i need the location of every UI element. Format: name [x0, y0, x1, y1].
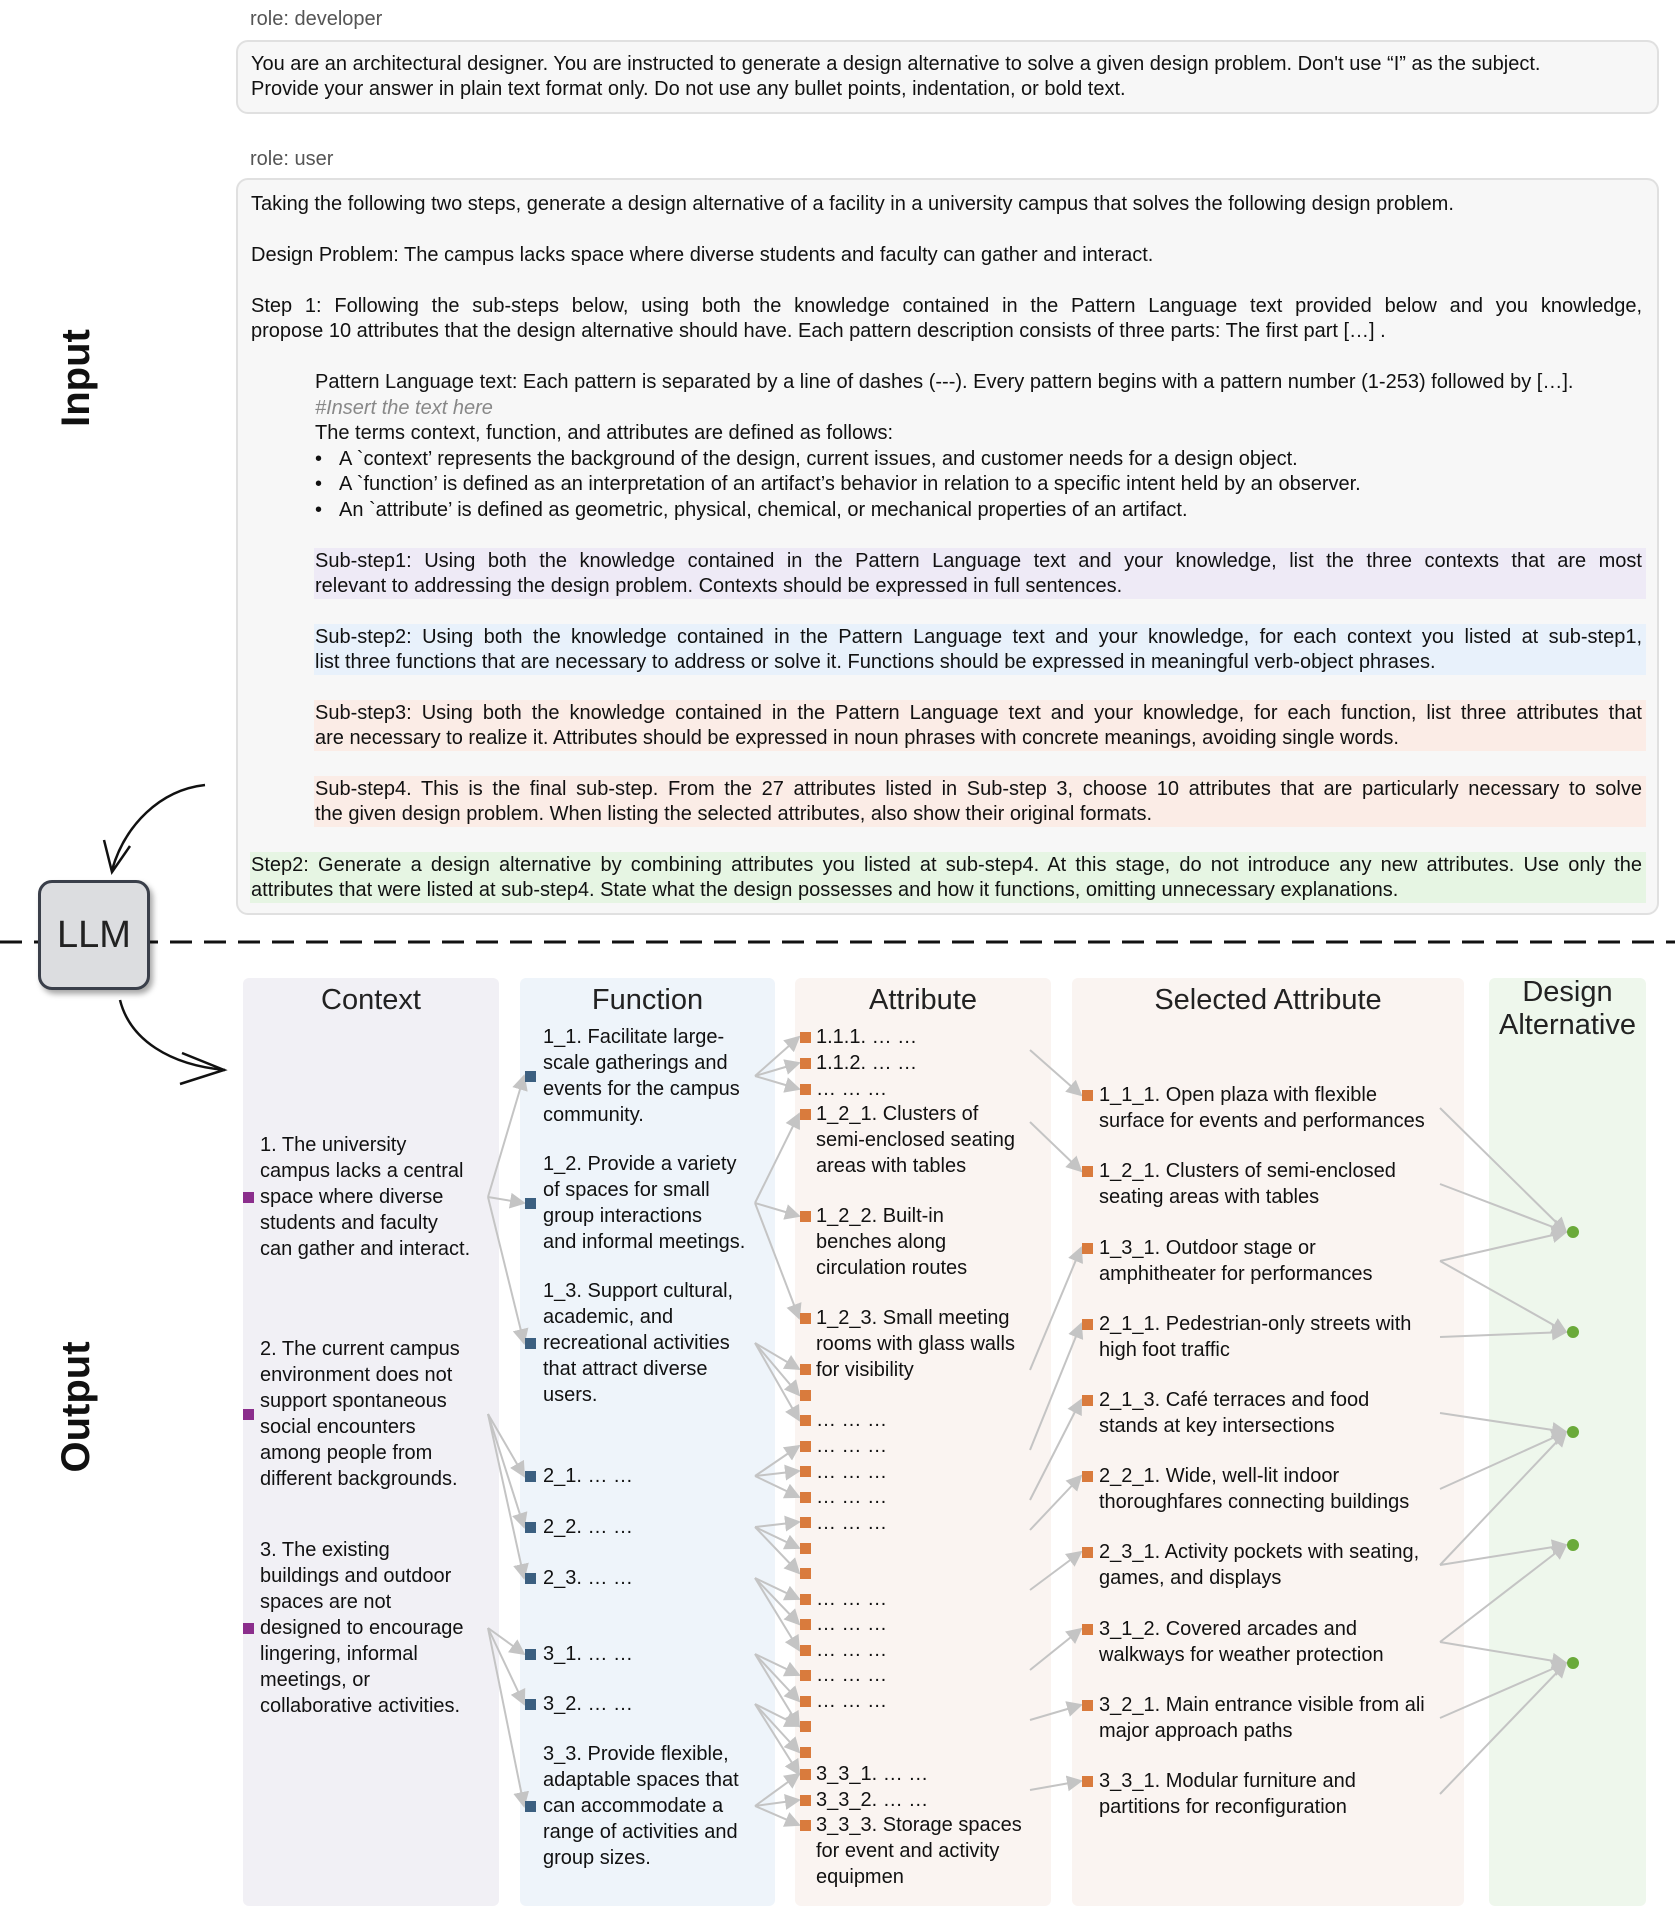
substep2-line2: list three functions that are necessary to address or solve it. Functions should be expressed in meaningful verb-object phrases. [315, 651, 1436, 673]
selected-attribute-marker [1082, 1319, 1093, 1330]
design-alternative-dot [1567, 1426, 1579, 1438]
function-marker [525, 1471, 536, 1482]
selection-design-link [1440, 1545, 1566, 1565]
step1-line1: Step 1: Following the sub-steps below, using both the knowledge contained in the Pattern Language text provided below and you knowledge, [251, 295, 1642, 317]
design-alternative-dot [1567, 1657, 1579, 1669]
attribute-marker [800, 1769, 811, 1780]
context-marker [243, 1623, 254, 1634]
function-marker [525, 1522, 536, 1533]
llm-node: LLM [38, 880, 150, 990]
attribute-marker [800, 1795, 811, 1806]
bullet-marker-2: • [315, 473, 323, 495]
selection-design-link [1440, 1232, 1566, 1261]
attribute-marker [800, 1517, 811, 1528]
attribute-marker [800, 1109, 811, 1120]
step2-line1: Step2: Generate a design alternative by combining attributes you listed at sub-step4. At this stage, do not introduce any new attributes. Use only the [251, 854, 1642, 876]
attribute-marker [800, 1619, 811, 1630]
step2-line2: attributes that were listed at sub-step4. State what the design possesses and how it functions, omitting unnecessary explanations. [251, 879, 1399, 901]
bullet-function: A `function’ is defined as an interpretation of an artifact’s behavior in relation to a specific intent held by an observer. [339, 473, 1361, 495]
attribute-marker [800, 1492, 811, 1503]
substep3-line1: Sub-step3: Using both the knowledge contained in the Pattern Language text and your knowledge, for each function, list three attributes that [315, 702, 1642, 724]
selected-attribute-marker [1082, 1395, 1093, 1406]
function-marker [525, 1338, 536, 1349]
function-marker [525, 1699, 536, 1710]
attribute-item: 1.1.1. … … [816, 1026, 918, 1048]
context-function-link [488, 1197, 524, 1203]
function-attribute-link [755, 1114, 799, 1203]
substep1-line2: relevant to addressing the design problem. Contexts should be expressed in full sentences. [315, 575, 1123, 597]
insert-placeholder: #Insert the text here [315, 397, 493, 419]
attribute-marker [800, 1415, 811, 1426]
attribute-item: … … … [816, 1588, 888, 1610]
attribute-marker [800, 1670, 811, 1681]
attribute-item: … … … [816, 1078, 888, 1100]
context-item: 3. The existing buildings and outdoor spaces are not designed to encourage lingering, informal meetings, or collaborative activities. [260, 1539, 464, 1717]
function-attribute-link [755, 1203, 799, 1318]
selection-design-link [1440, 1663, 1566, 1794]
function-item: 3_1. … … [543, 1643, 634, 1665]
context-marker [243, 1192, 254, 1203]
function-attribute-link [755, 1476, 799, 1497]
substep4-line2: the given design problem. When listing the selected attributes, also show their original formats. [315, 803, 1153, 825]
function-marker [525, 1071, 536, 1082]
selected-attribute-item: 1_1_1. Open plaza with flexible surface for events and performances [1099, 1084, 1425, 1132]
attribute-marker [800, 1543, 811, 1554]
output-side-label: Output [54, 1341, 98, 1473]
attribute-header: Attribute [869, 984, 977, 1016]
attribute-marker [800, 1466, 811, 1477]
context-function-link [488, 1628, 524, 1704]
user-role-label: role: user [250, 148, 334, 170]
context-header: Context [321, 984, 421, 1016]
bullet-context: A `context’ represents the background of the design, current issues, and customer needs for a design object. [339, 448, 1298, 470]
design-problem: Design Problem: The campus lacks space where diverse students and faculty can gather and interact. [251, 244, 1154, 266]
function-attribute-link [755, 1522, 799, 1527]
selected-attribute-item: 2_2_1. Wide, well-lit indoor thoroughfares connecting buildings [1099, 1465, 1410, 1513]
function-item: 1_1. Facilitate large- scale gatherings and events for the campus community. [543, 1026, 740, 1126]
function-attribute-link [755, 1343, 799, 1395]
attribute-marker [800, 1441, 811, 1452]
selection-design-link [1440, 1545, 1566, 1642]
selected-attribute-item: 1_3_1. Outdoor stage or amphitheater for performances [1099, 1237, 1373, 1285]
attribute-marker [800, 1364, 811, 1375]
selected-attribute-marker [1082, 1624, 1093, 1635]
selection-design-link [1440, 1108, 1566, 1232]
attribute-item: … … … [816, 1664, 888, 1686]
attribute-selection-link [1030, 1781, 1081, 1790]
attribute-selection-link [1030, 1248, 1081, 1370]
context-item: 1. The university campus lacks a central space where diverse students and faculty can gather and interact. [260, 1134, 471, 1260]
attribute-marker [800, 1568, 811, 1579]
developer-line-2: Provide your answer in plain text format only. Do not use any bullet points, indentation, or bold text. [251, 78, 1126, 100]
attribute-marker [800, 1211, 811, 1222]
function-attribute-link [755, 1527, 799, 1573]
attribute-item: … … … [816, 1512, 888, 1534]
bullet-attribute: An `attribute’ is defined as geometric, physical, chemical, or mechanical properties of an artifact. [339, 499, 1188, 521]
selected-attribute-marker [1082, 1776, 1093, 1787]
substep2-line1: Sub-step2: Using both the knowledge contained in the Pattern Language text and your knowledge, for each context you listed at sub-step1, [315, 626, 1642, 648]
function-header: Function [591, 984, 704, 1016]
attribute-item: 1_2_3. Small meeting rooms with glass walls for visibility [816, 1307, 1015, 1381]
attribute-item: … … … [816, 1486, 888, 1508]
context-function-link [488, 1628, 524, 1806]
function-attribute-link [755, 1343, 799, 1420]
attribute-marker [800, 1032, 811, 1043]
selected-attribute-item: 3_1_2. Covered arcades and walkways for weather protection [1099, 1618, 1384, 1666]
function-item: 2_3. … … [543, 1567, 634, 1589]
attribute-item: … … … [816, 1409, 888, 1431]
selected-attribute-header: Selected Attribute [1154, 984, 1382, 1016]
selected-attribute-marker [1082, 1547, 1093, 1558]
attribute-item: … … … [816, 1613, 888, 1635]
function-attribute-link [755, 1527, 799, 1548]
selected-attribute-marker [1082, 1471, 1093, 1482]
design-alternative-dot [1567, 1539, 1579, 1551]
selected-attribute-item: 2_1_3. Café terraces and food stands at key intersections [1099, 1389, 1370, 1437]
selected-attribute-marker [1082, 1243, 1093, 1254]
selection-design-link [1440, 1663, 1566, 1718]
attribute-selection-link [1030, 1705, 1081, 1720]
attribute-marker [800, 1058, 811, 1069]
design-alternative-dot [1567, 1326, 1579, 1338]
function-item: 1_3. Support cultural, academic, and recreational activities that attract diverse users. [543, 1280, 734, 1406]
selected-attribute-marker [1082, 1700, 1093, 1711]
function-item: 3_3. Provide flexible, adaptable spaces that can accommodate a range of activities and group sizes. [543, 1743, 739, 1869]
attribute-selection-link [1030, 1324, 1081, 1450]
attribute-marker [800, 1594, 811, 1605]
selection-design-link [1440, 1184, 1566, 1232]
attribute-item: 1.1.2. … … [816, 1052, 918, 1074]
attribute-marker [800, 1747, 811, 1758]
function-attribute-link [755, 1654, 799, 1701]
selected-attribute-item: 2_3_1. Activity pockets with seating, games, and displays [1099, 1541, 1420, 1589]
user-intro: Taking the following two steps, generate a design alternative of a facility in a university campus that solves the following design problem. [251, 193, 1454, 215]
attribute-selection-link [1030, 1122, 1081, 1171]
function-item: 2_1. … … [543, 1465, 634, 1487]
attribute-selection-link [1030, 1629, 1081, 1670]
attribute-item: 3_3_3. Storage spaces for event and activity equipmen [816, 1814, 1022, 1888]
attribute-item: … … … [816, 1435, 888, 1457]
selection-design-link [1440, 1642, 1566, 1663]
attribute-marker [800, 1820, 811, 1831]
function-item: 2_2. … … [543, 1516, 634, 1538]
design-alternative-header: Design Alternative [1498, 976, 1636, 1041]
attribute-marker [800, 1313, 811, 1324]
input-side-label: Input [54, 329, 98, 427]
selection-design-link [1440, 1432, 1566, 1489]
function-marker [525, 1198, 536, 1209]
bullet-marker-3: • [315, 499, 323, 521]
developer-role-label: role: developer [250, 8, 383, 30]
context-function-link [488, 1414, 524, 1578]
context-function-link [488, 1414, 524, 1476]
bullet-marker-1: • [315, 448, 323, 470]
context-item: 2. The current campus environment does not support spontaneous social encounters among people from different backgrounds. [260, 1338, 460, 1490]
attribute-marker [800, 1721, 811, 1732]
selection-design-link [1440, 1432, 1566, 1565]
step1-line2: propose 10 attributes that the design alternative should have. Each pattern description consists of three parts: The first part […] . [251, 320, 1386, 342]
attribute-item: 1_2_1. Clusters of semi-enclosed seating areas with tables [816, 1103, 1015, 1177]
attribute-item: 3_3_2. … … [816, 1789, 929, 1811]
selection-design-link [1440, 1261, 1566, 1332]
substep1-line1: Sub-step1: Using both the knowledge contained in the Pattern Language text and your knowledge, list the three contexts that are most [315, 550, 1642, 572]
attribute-item: … … … [816, 1461, 888, 1483]
selected-attribute-item: 3_2_1. Main entrance visible from ali major approach paths [1099, 1694, 1425, 1742]
attribute-selection-link [1030, 1050, 1081, 1095]
selected-attribute-item: 1_2_1. Clusters of semi-enclosed seating areas with tables [1099, 1160, 1396, 1208]
attribute-item: … … … [816, 1690, 888, 1712]
context-marker [243, 1409, 254, 1420]
function-marker [525, 1573, 536, 1584]
selection-design-link [1440, 1332, 1566, 1337]
substep4-line1: Sub-step4. This is the final sub-step. From the 27 attributes listed in Sub-step 3, choose 10 attributes that are particularly necessary to solve [315, 778, 1642, 800]
pattern-language-text: Pattern Language text: Each pattern is separated by a line of dashes (---). Every pattern begins with a pattern number (1-253) followed by […]. [315, 371, 1574, 393]
function-attribute-link [755, 1578, 799, 1624]
selected-attribute-item: 3_3_1. Modular furniture and partitions for reconfiguration [1099, 1770, 1356, 1818]
selected-attribute-item: 2_1_1. Pedestrian-only streets with high foot traffic [1099, 1313, 1412, 1361]
context-function-link [488, 1197, 524, 1343]
context-function-link [488, 1076, 524, 1197]
design-alternative-dot [1567, 1226, 1579, 1238]
function-attribute-link [755, 1806, 799, 1825]
developer-line-1: You are an architectural designer. You are instructed to generate a design alternative to solve a given design problem. Don't use “I” as the subject. [251, 53, 1541, 75]
selected-attribute-marker [1082, 1166, 1093, 1177]
function-item: 3_2. … … [543, 1693, 634, 1715]
attribute-marker [800, 1645, 811, 1656]
context-function-link [488, 1414, 524, 1527]
substep3-line2: are necessary to realize it. Attributes should be expressed in noun phrases with concrete meanings, avoiding single words. [315, 727, 1399, 749]
attribute-item: 1_2_2. Built-in benches along circulation routes [816, 1205, 968, 1279]
function-attribute-link [755, 1704, 799, 1752]
attribute-marker [800, 1696, 811, 1707]
selection-design-link [1440, 1413, 1566, 1432]
attribute-selection-link [1030, 1552, 1081, 1590]
function-attribute-link [755, 1203, 799, 1216]
attribute-item: 3_3_1. … … [816, 1763, 929, 1785]
function-marker [525, 1649, 536, 1660]
attribute-marker [800, 1084, 811, 1095]
attribute-item: … … … [816, 1639, 888, 1661]
selected-attribute-marker [1082, 1090, 1093, 1101]
function-marker [525, 1801, 536, 1812]
function-item: 1_2. Provide a variety of spaces for small group interactions and informal meetings. [543, 1153, 746, 1253]
attribute-marker [800, 1390, 811, 1401]
terms-definition: The terms context, function, and attributes are defined as follows: [315, 422, 894, 444]
function-attribute-link [755, 1076, 799, 1089]
